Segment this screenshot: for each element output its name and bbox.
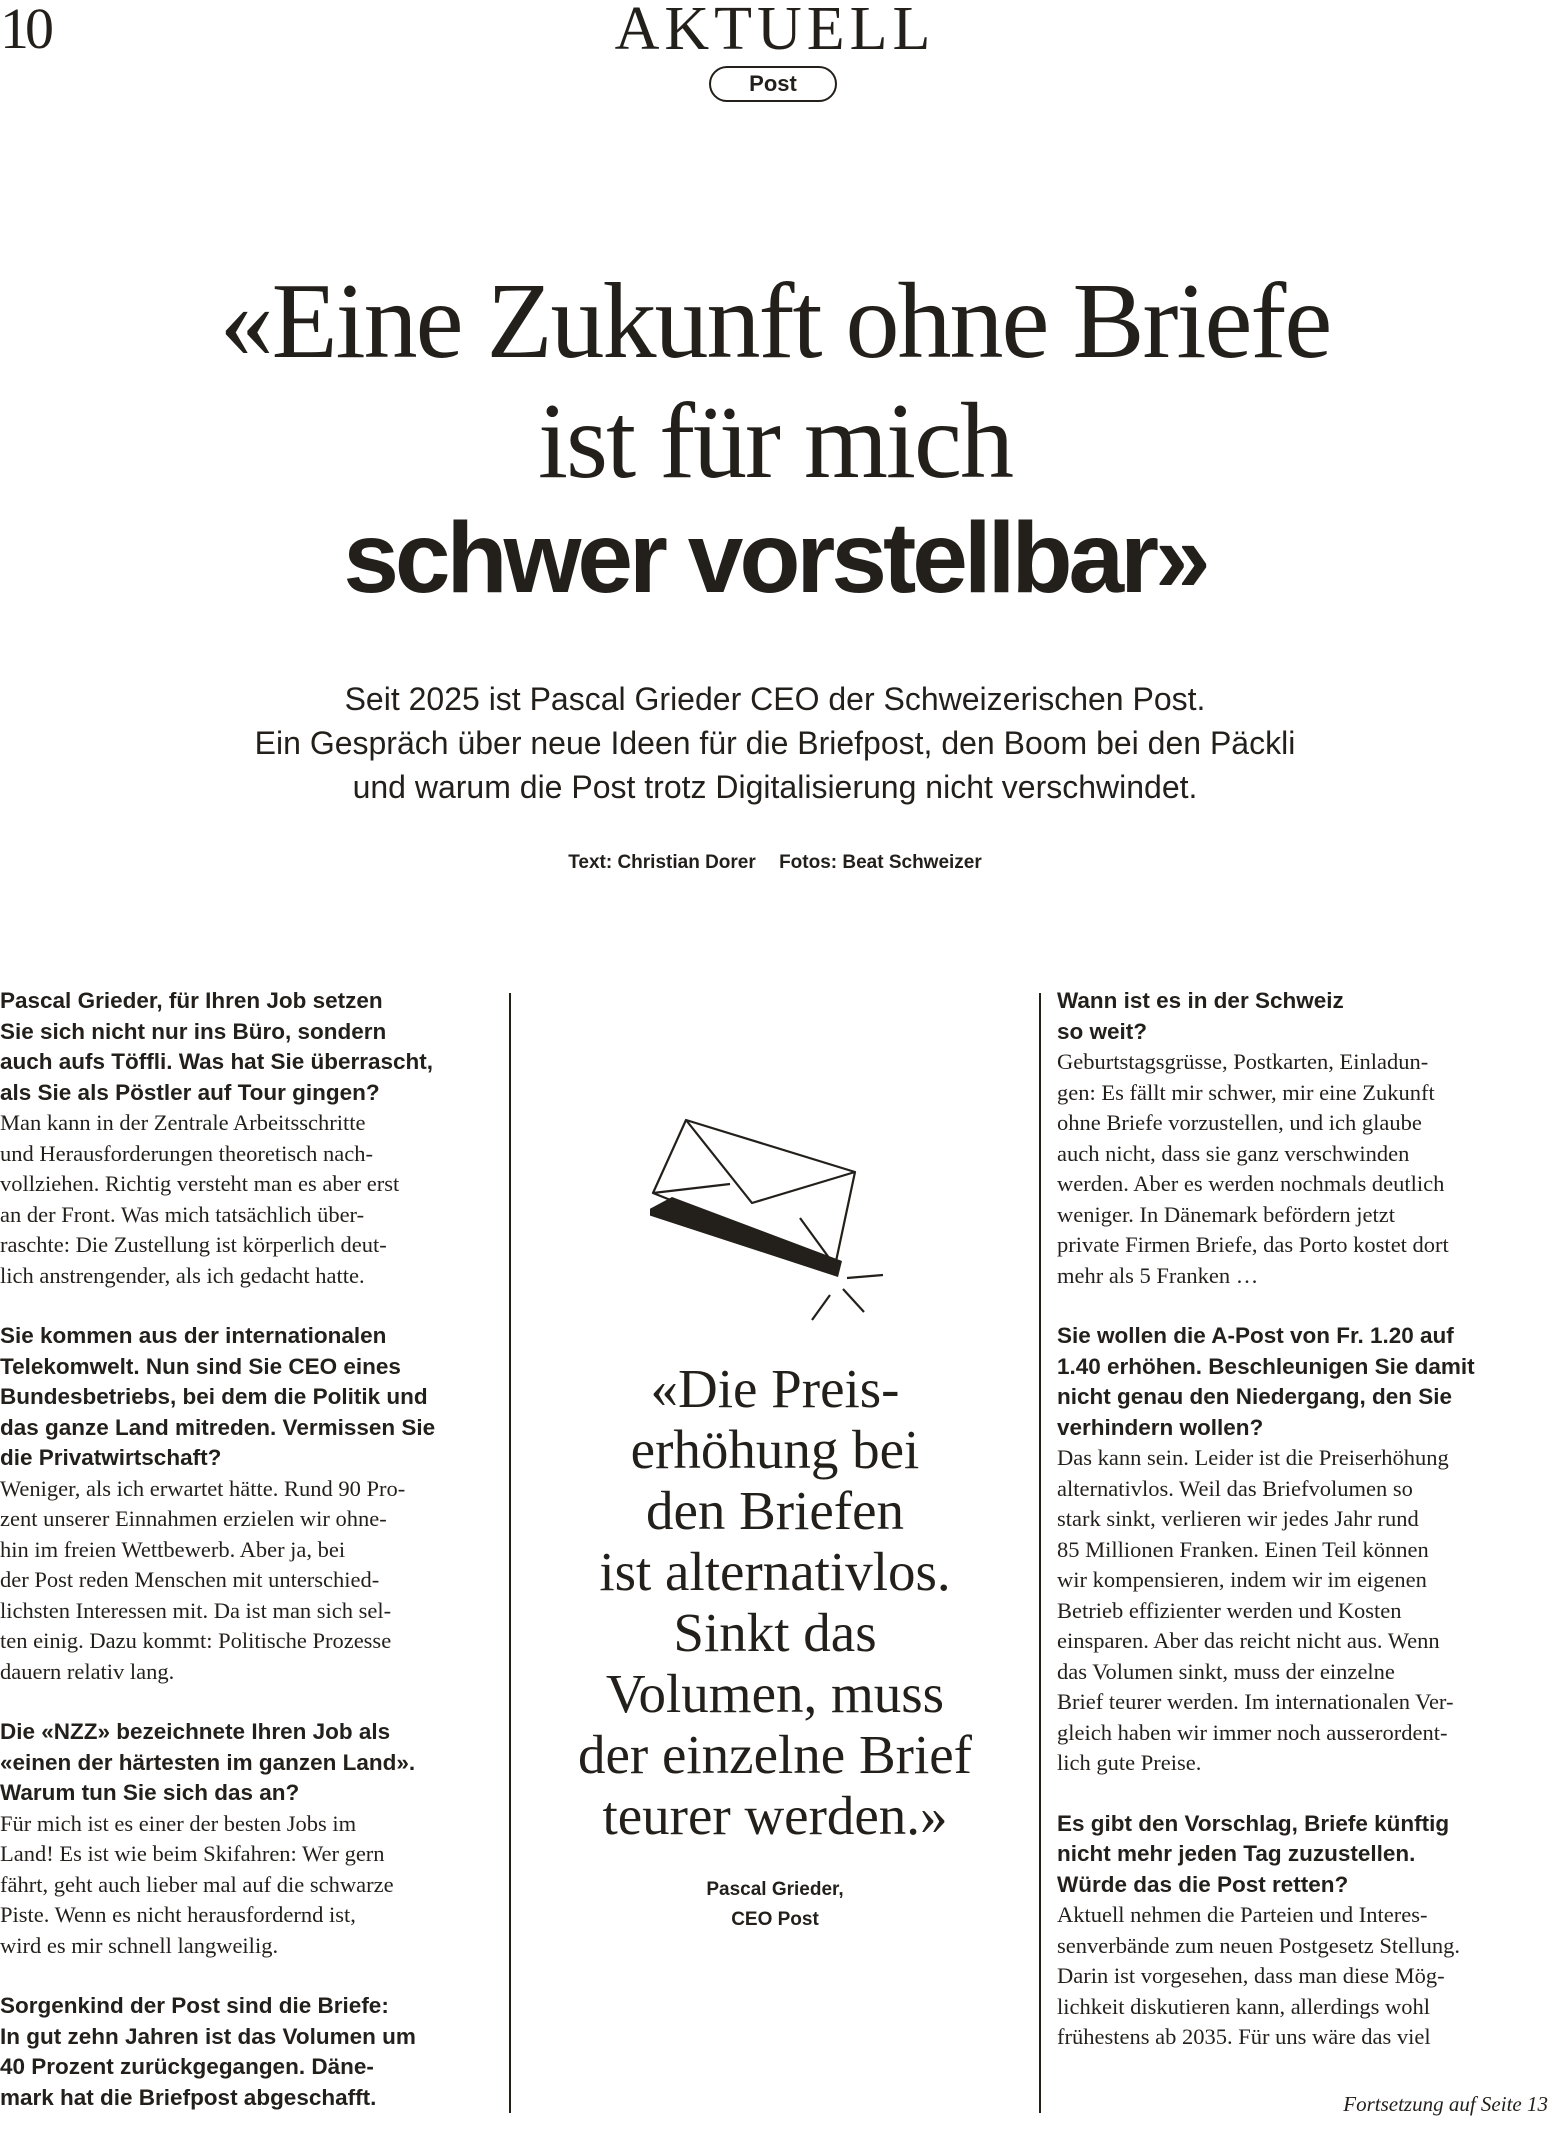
question-line: In gut zehn Jahren ist das Volumen um	[0, 2023, 416, 2049]
envelope-icon	[650, 1115, 900, 1335]
pull-quote-line: ist alternativlos.	[599, 1541, 951, 1602]
interview-question	[1057, 1809, 1550, 1901]
photo-credit: Fotos: Beat Schweizer	[779, 852, 982, 873]
pull-quote-line: «Die Preis-	[650, 1358, 900, 1419]
answer-line: alternativlos. Weil das Briefvolumen so	[1057, 1475, 1413, 1501]
answer-line: vollziehen. Richtig versteht man es aber erst	[0, 1171, 400, 1196]
interview-answer	[1057, 1443, 1550, 1779]
interview-question	[0, 1321, 492, 1474]
answer-line: an der Front. Was mich tatsächlich über-	[0, 1201, 365, 1227]
answer-line: raschte: Die Zustellung ist körperlich deut-	[0, 1232, 387, 1257]
column-divider-right	[1039, 993, 1041, 2113]
section-title: AKTUELL	[614, 0, 936, 63]
question-line: Telekomwelt. Nun sind Sie CEO eines	[0, 1353, 401, 1379]
question-line: «einen der härtesten im ganzen Land».	[0, 1749, 416, 1775]
answer-line: einsparen. Aber das reicht nicht aus. Wenn	[1057, 1628, 1440, 1653]
answer-line: lichsten Interessen mit. Da ist man sich sel-	[0, 1597, 392, 1623]
answer-line: hin im freien Wettbewerb. Aber ja, bei	[0, 1536, 346, 1562]
pull-quote-line: den Briefen	[645, 1480, 905, 1541]
pull-quote-line: teurer werden.»	[602, 1785, 948, 1846]
rubric-badge: Post	[709, 66, 837, 102]
interview-answer	[0, 1809, 492, 1962]
left-column	[0, 986, 492, 2143]
interview-block	[0, 1717, 492, 1961]
interview-block	[0, 1321, 492, 1687]
question-line: als Sie als Pöstler auf Tour gingen?	[0, 1079, 380, 1105]
answer-line: Das kann sein. Leider ist die Preiserhöhung	[1057, 1445, 1449, 1470]
answer-line: wir kompensieren, indem wir im eigenen	[1057, 1567, 1427, 1592]
continuation-note: Fortsetzung auf Seite 13	[1343, 2092, 1548, 2116]
answer-line: mehr als 5 Franken …	[1057, 1262, 1259, 1288]
answer-line: gleich haben wir immer noch ausserordent-	[1057, 1719, 1448, 1745]
credits	[0, 852, 1550, 874]
answer-line: das Volumen sinkt, muss der einzelne	[1057, 1658, 1395, 1684]
pull-quote-attribution	[520, 1875, 1030, 1935]
interview-block	[0, 1991, 492, 2113]
answer-line: lichkeit diskutieren kann, allerdings wohl	[1057, 1993, 1431, 2019]
question-line: Würde das die Post retten?	[1057, 1871, 1349, 1897]
headline-line-2: ist für mich	[538, 382, 1012, 501]
answer-line: zent unserer Einnahmen erzielen wir ohne-	[0, 1506, 387, 1531]
interview-answer	[0, 1474, 492, 1688]
question-line: 1.40 erhöhen. Beschleunigen Sie damit	[1057, 1353, 1475, 1379]
answer-line: stark sinkt, verlieren wir jedes Jahr rund	[1057, 1506, 1419, 1531]
answer-line: weniger. In Dänemark befördern jetzt	[1057, 1201, 1395, 1227]
page-number: 10	[0, 0, 50, 61]
question-line: Sie sich nicht nur ins Büro, sondern	[0, 1018, 387, 1044]
interview-answer	[1057, 1900, 1550, 2053]
answer-line: Für mich ist es einer der besten Jobs im	[0, 1810, 357, 1836]
question-line: Wann ist es in der Schweiz	[1057, 988, 1344, 1013]
interview-answer	[0, 1108, 492, 1291]
quote-role: CEO Post	[731, 1909, 819, 1930]
question-line: die Privatwirtschaft?	[0, 1445, 222, 1470]
question-line: mark hat die Briefpost abgeschafft.	[0, 2084, 377, 2110]
answer-line: der Post reden Menschen mit unterschied-	[0, 1567, 380, 1592]
answer-line: Piste. Wenn es nicht herausfordernd ist,	[0, 1902, 356, 1927]
answer-line: private Firmen Briefe, das Porto kostet dort	[1057, 1232, 1449, 1257]
right-column	[1057, 986, 1550, 2083]
column-divider-left	[509, 993, 511, 2113]
answer-line: ten einig. Dazu kommt: Politische Prozesse	[0, 1628, 392, 1653]
pull-quote-line: Volumen, muss	[605, 1663, 945, 1724]
question-line: Sie wollen die A-Post von Fr. 1.20 auf	[1057, 1323, 1454, 1348]
question-line: Es gibt den Vorschlag, Briefe künftig	[1057, 1810, 1450, 1836]
interview-question	[1057, 1321, 1550, 1443]
pull-quote	[520, 1358, 1030, 1846]
interview-question	[0, 1991, 492, 2113]
quote-author: Pascal Grieder,	[706, 1879, 844, 1900]
lead-paragraph	[0, 677, 1550, 809]
answer-line: fährt, geht auch lieber mal auf die schwarze	[0, 1871, 394, 1897]
lead-line-2: Ein Gespräch über neue Ideen für die Briefpost, den Boom bei den Päckli	[254, 725, 1296, 761]
question-line: das ganze Land mitreden. Vermissen Sie	[0, 1414, 436, 1440]
answer-line: 85 Millionen Franken. Einen Teil können	[1057, 1536, 1429, 1562]
interview-block	[0, 986, 492, 1291]
answer-line: Weniger, als ich erwartet hätte. Rund 90 Pro-	[0, 1475, 406, 1501]
pull-quote-line: erhöhung bei	[630, 1419, 920, 1480]
question-line: so weit?	[1057, 1018, 1148, 1044]
question-line: verhindern wollen?	[1057, 1414, 1264, 1440]
answer-line: lich anstrengender, als ich gedacht hatte.	[0, 1262, 365, 1288]
answer-line: Brief teurer werden. Im internationalen Ver-	[1057, 1689, 1454, 1714]
question-line: nicht genau den Niedergang, den Sie	[1057, 1384, 1453, 1409]
interview-block	[1057, 1809, 1550, 2053]
answer-line: frühestens ab 2035. Für uns wäre das viel	[1057, 2024, 1431, 2049]
answer-line: werden. Aber es werden nochmals deutlich	[1057, 1171, 1445, 1196]
question-line: Sie kommen aus der internationalen	[0, 1323, 387, 1348]
answer-line: Geburtstagsgrüsse, Postkarten, Einladun-	[1057, 1049, 1429, 1074]
answer-line: Darin ist vorgesehen, dass man diese Mög-	[1057, 1963, 1445, 1988]
question-line: auch aufs Töffli. Was hat Sie überrascht,	[0, 1049, 434, 1074]
interview-question	[1057, 986, 1550, 1047]
answer-line: und Herausforderungen theoretisch nach-	[0, 1140, 373, 1166]
question-line: Sorgenkind der Post sind die Briefe:	[0, 1993, 389, 2018]
answer-line: Aktuell nehmen die Parteien und Interes-	[1057, 1902, 1428, 1927]
lead-line-1: Seit 2025 ist Pascal Grieder CEO der Schweizerischen Post.	[344, 681, 1206, 717]
interview-question	[0, 986, 492, 1108]
answer-line: senverbände zum neuen Postgesetz Stellung.	[1057, 1932, 1461, 1958]
lead-line-3: und warum die Post trotz Digitalisierung nicht verschwindet.	[352, 769, 1198, 805]
answer-line: gen: Es fällt mir schwer, mir eine Zukunft	[1057, 1079, 1435, 1105]
question-line: Die «NZZ» bezeichnete Ihren Job als	[0, 1719, 391, 1744]
question-line: nicht mehr jeden Tag zuzustellen.	[1057, 1841, 1416, 1866]
interview-question	[0, 1717, 492, 1809]
answer-line: Man kann in der Zentrale Arbeitsschritte	[0, 1110, 366, 1135]
interview-block	[1057, 1321, 1550, 1779]
question-line: Pascal Grieder, für Ihren Job setzen	[0, 988, 383, 1013]
question-line: Bundesbetriebs, bei dem die Politik und	[0, 1384, 428, 1409]
headline-line-1: «Eine Zukunft ohne Briefe	[219, 262, 1331, 381]
interview-answer	[1057, 1047, 1550, 1291]
answer-line: wird es mir schnell langweilig.	[0, 1932, 279, 1958]
pull-quote-line: der einzelne Brief	[578, 1724, 972, 1785]
pull-quote-line: Sinkt das	[673, 1602, 877, 1663]
answer-line: auch nicht, dass sie ganz verschwinden	[1057, 1140, 1410, 1166]
answer-line: Betrieb effizienter werden und Kosten	[1057, 1597, 1402, 1623]
question-line: Warum tun Sie sich das an?	[0, 1780, 300, 1805]
text-credit: Text: Christian Dorer	[568, 852, 756, 873]
question-line: 40 Prozent zurückgegangen. Däne-	[0, 2054, 374, 2079]
answer-line: ohne Briefe vorzustellen, und ich glaube	[1057, 1110, 1422, 1135]
headline	[0, 262, 1550, 614]
interview-block	[1057, 986, 1550, 1291]
answer-line: Land! Es ist wie beim Skifahren: Wer gern	[0, 1841, 385, 1866]
headline-line-3: schwer vorstellbar»	[343, 502, 1207, 614]
answer-line: dauern relativ lang.	[0, 1658, 175, 1684]
answer-line: lich gute Preise.	[1057, 1750, 1202, 1775]
